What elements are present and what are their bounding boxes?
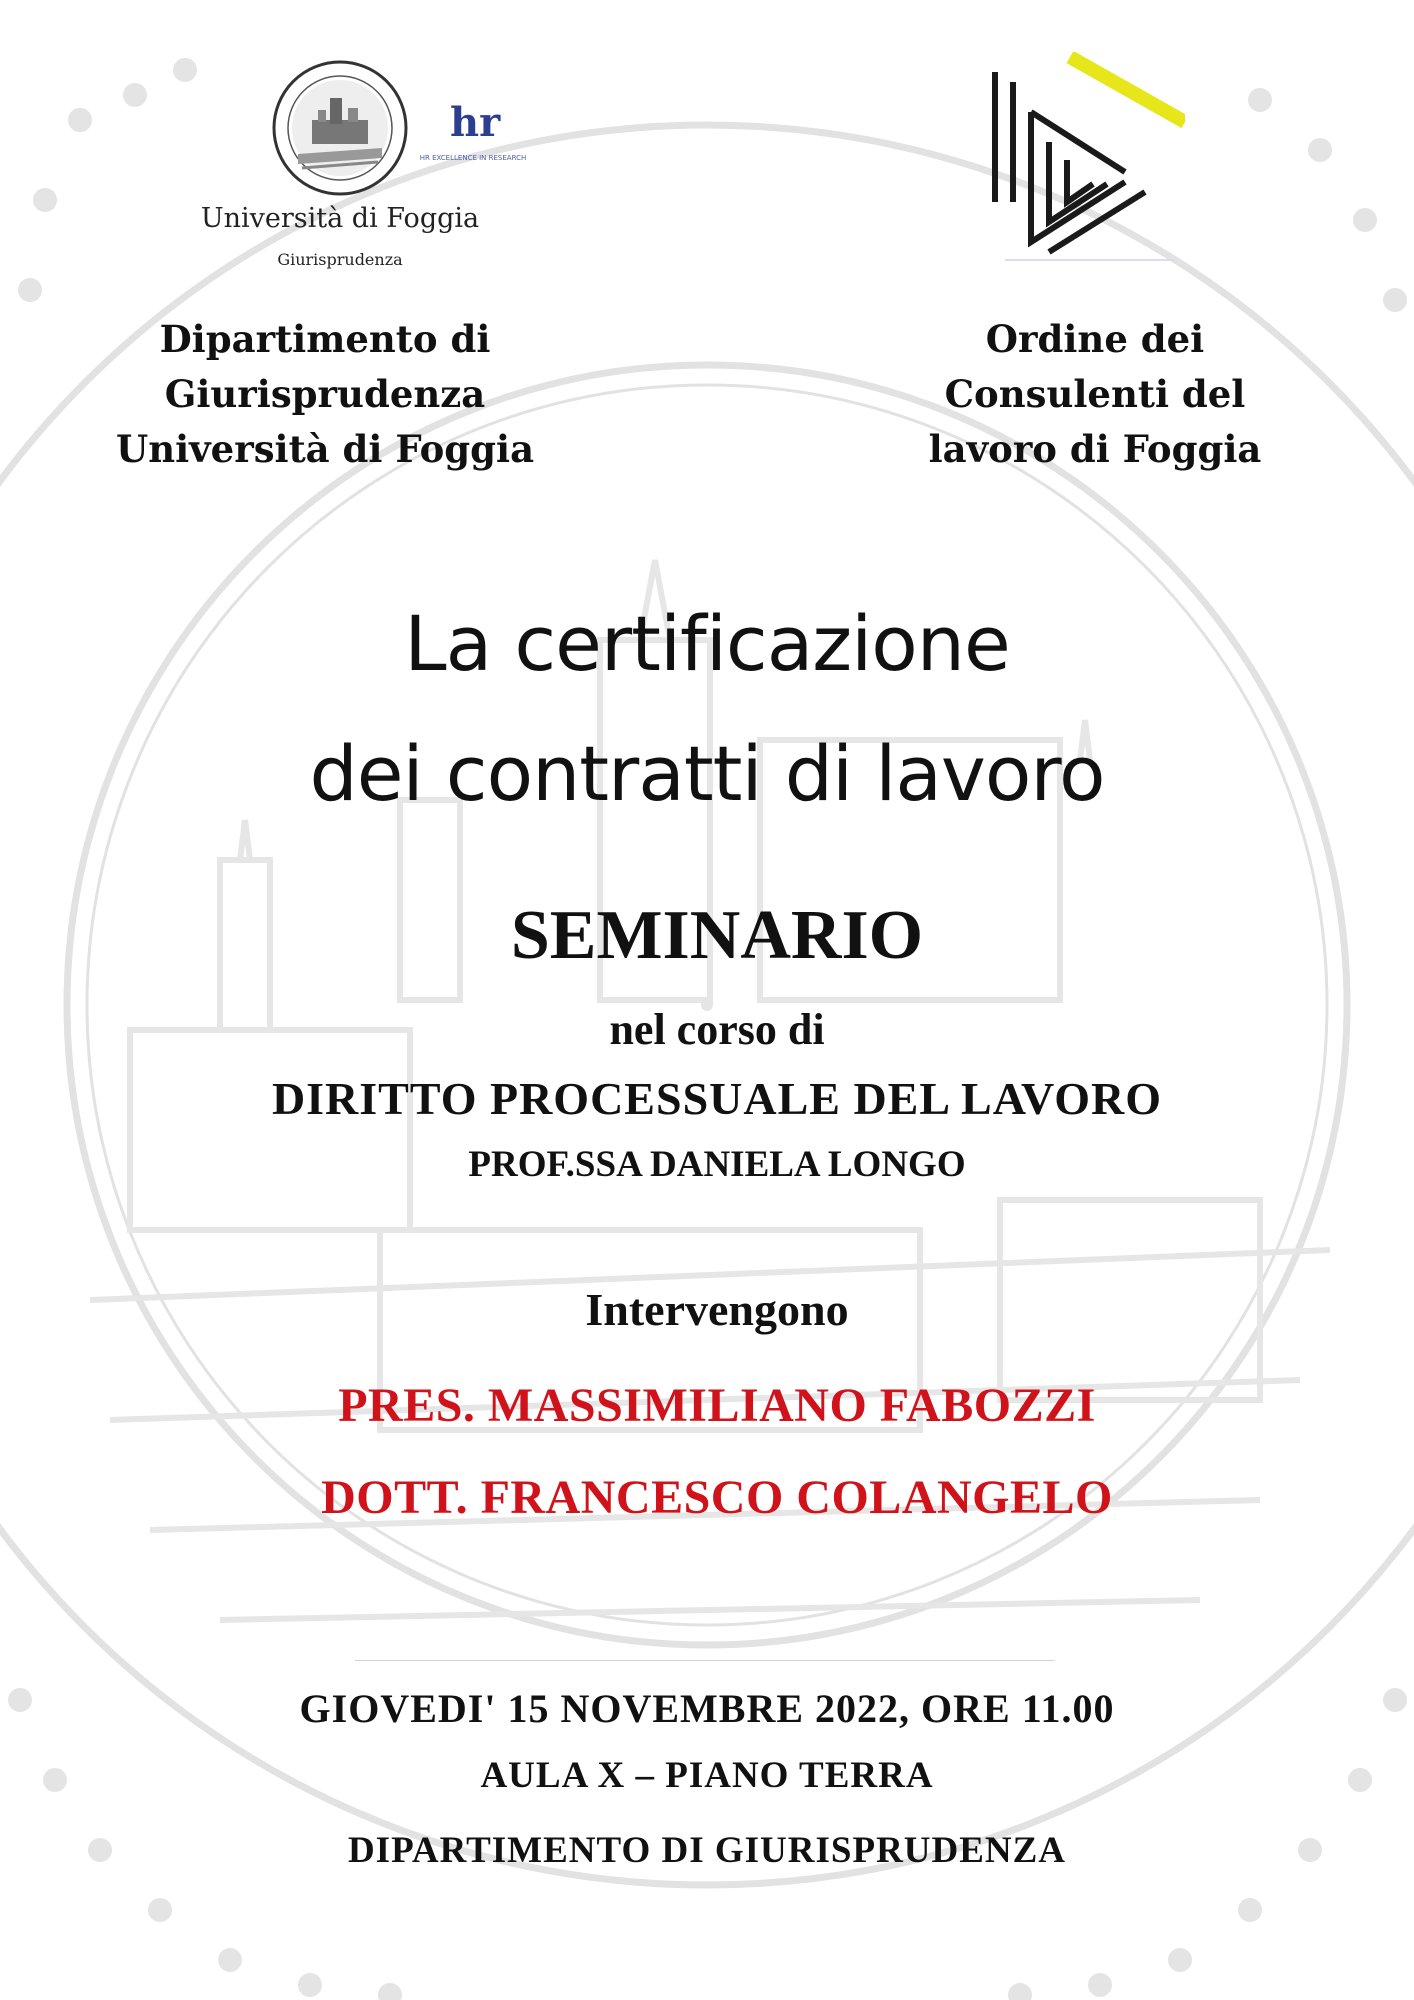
event-date-time: GIOVEDI' 15 NOVEMBRE 2022, ORE 11.00: [299, 1686, 1115, 1731]
department-line: Università di Foggia: [115, 427, 535, 471]
order-block: [890, 312, 1300, 477]
university-name: Università di Foggia: [200, 203, 480, 234]
course-name: DIRITTO PROCESSUALE DEL LAVORO: [271, 1073, 1163, 1124]
event-room: AULA X – PIANO TERRA: [480, 1755, 934, 1796]
hr-tagline: HR EXCELLENCE IN RESEARCH: [419, 154, 527, 162]
speakers-label: Intervengono: [585, 1284, 849, 1335]
title-line-1: La certificazione: [404, 599, 1010, 688]
hr-excellence-logo: [418, 100, 528, 172]
department-line: Dipartimento di: [159, 317, 491, 361]
university-subtitle: Giurisprudenza: [277, 250, 403, 269]
title-line-2: dei contratti di lavoro: [309, 729, 1105, 818]
course-intro: nel corso di: [609, 1005, 825, 1054]
university-seal-icon: [270, 58, 410, 198]
speaker-name: PRES. MASSIMILIANO FABOZZI: [338, 1379, 1096, 1432]
order-logo-icon: [975, 52, 1185, 282]
event-department: DIPARTIMENTO DI GIURISPRUDENZA: [347, 1830, 1067, 1871]
department-block: [80, 312, 570, 477]
order-line: Consulenti del: [944, 372, 1246, 416]
professor-name: PROF.SSA DANIELA LONGO: [468, 1144, 966, 1185]
order-line: Ordine dei: [985, 317, 1205, 361]
department-line: Giurisprudenza: [164, 372, 486, 416]
divider: [355, 1660, 1055, 1661]
speaker-name: DOTT. FRANCESCO COLANGELO: [321, 1471, 1113, 1524]
order-line: lavoro di Foggia: [928, 427, 1262, 471]
hr-mark: hr: [450, 99, 501, 146]
seminar-label: SEMINARIO: [510, 897, 924, 974]
